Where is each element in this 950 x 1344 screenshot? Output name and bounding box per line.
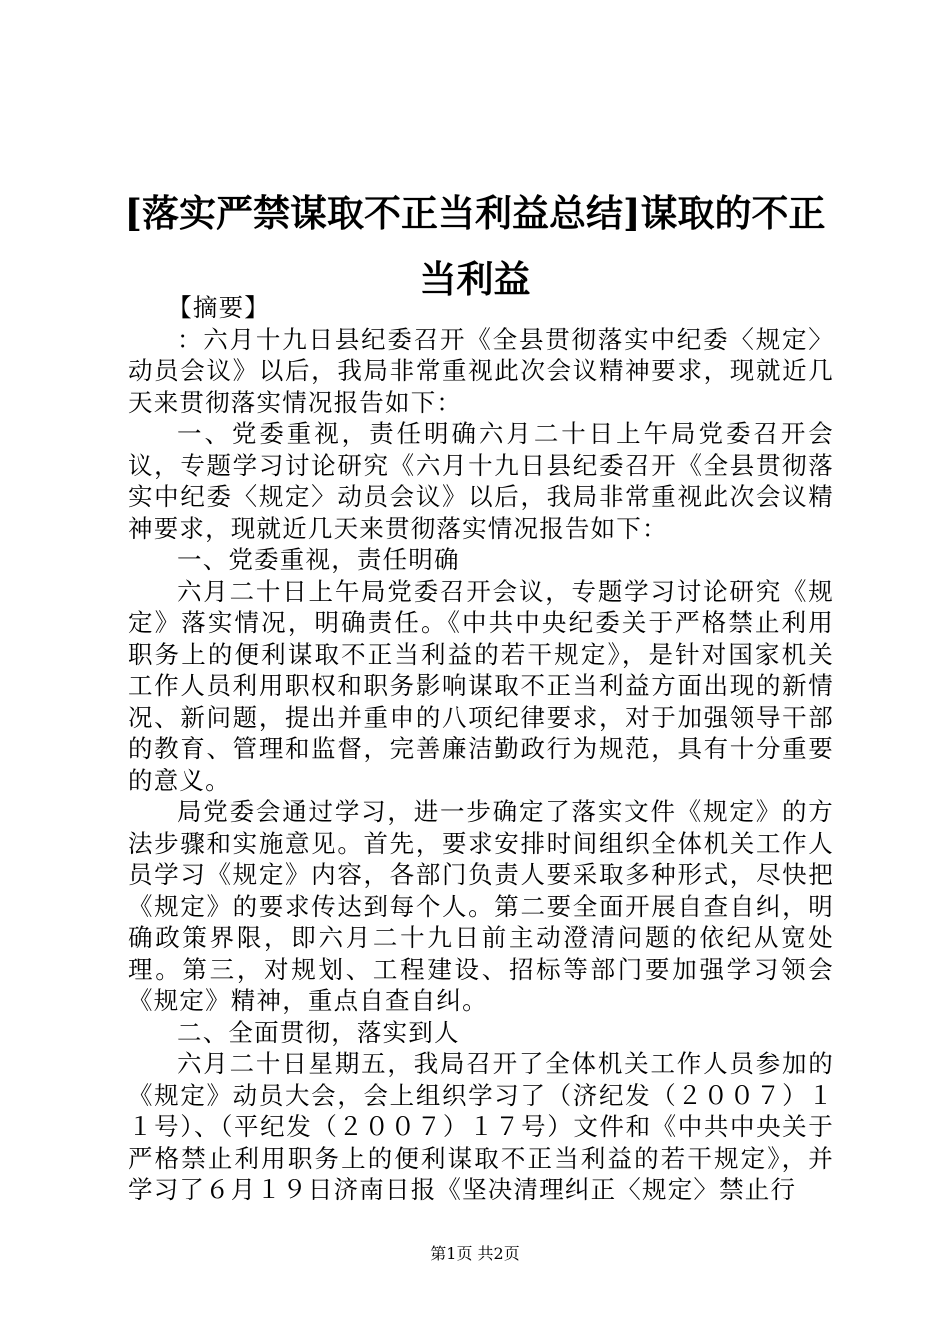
paragraph: 一、党委重视，责任明确六月二十日上午局党委召开会议，专题学习讨论研究《六月十九日县纪委召开《全县贯彻落实中纪委〈规定〉动员会议》以后，我局非常重视此次会议精神要求，现就近几天来贯彻落实情况报告如下：	[128, 419, 834, 543]
section-heading: 一、党委重视，责任明确	[177, 545, 460, 574]
paragraph: 六月二十日星期五，我局召开了全体机关工作人员参加的《规定》动员大会，会上组织学习了（济纪发（２００７）１１号）、（平纪发（２００７）１７号）文件和《中共中央关于严格禁止利用职务上的便利谋取不正当利益的若干规定》，并学习了６月１９日济南日报《坚决清理纠正〈规定〉禁止行	[128, 1049, 834, 1204]
section-heading: 二、全面贯彻，落实到人	[177, 1017, 460, 1047]
paragraph: 六月二十日上午局党委召开会议，专题学习讨论研究《规定》落实情况，明确责任。《中共中央纪委关于严格禁止利用职务上的便利谋取不正当利益的若干规定》，是针对国家机关工作人员利用职权和职务影响谋取不正当利益方面出现的新情况、新问题，提出并重申的八项纪律要求，对于加强领导干部的教育、管理和监督，完善廉洁勤政行为规范，具有十分重要的意义。	[128, 576, 834, 795]
abstract-label: 【摘要】	[167, 293, 270, 322]
paragraph: 局党委会通过学习，进一步确定了落实文件《规定》的方法步骤和实施意见。首先，要求安排时间组织全体机关工作人员学习《规定》内容，各部门负责人要采取多种形式，尽快把《规定》的要求传达到每个人。第二要全面开展自查自纠，明确政策界限，即六月二十九日前主动澄清问题的依纪从宽处理。第三，对规划、工程建设、招标等部门要加强学习领会《规定》精神，重点自查自纠。	[128, 797, 834, 1015]
document-title: [落实严禁谋取不正当利益总结]谋取的不正当利益	[124, 191, 826, 301]
paragraph: ：六月十九日县纪委召开《全县贯彻落实中纪委〈规定〉动员会议》以后，我局非常重视此次会议精神要求，现就近几天来贯彻落实情况报告如下：	[128, 324, 834, 417]
page-footer: 第1页 共2页	[430, 1244, 520, 1263]
document-body	[128, 292, 834, 1206]
